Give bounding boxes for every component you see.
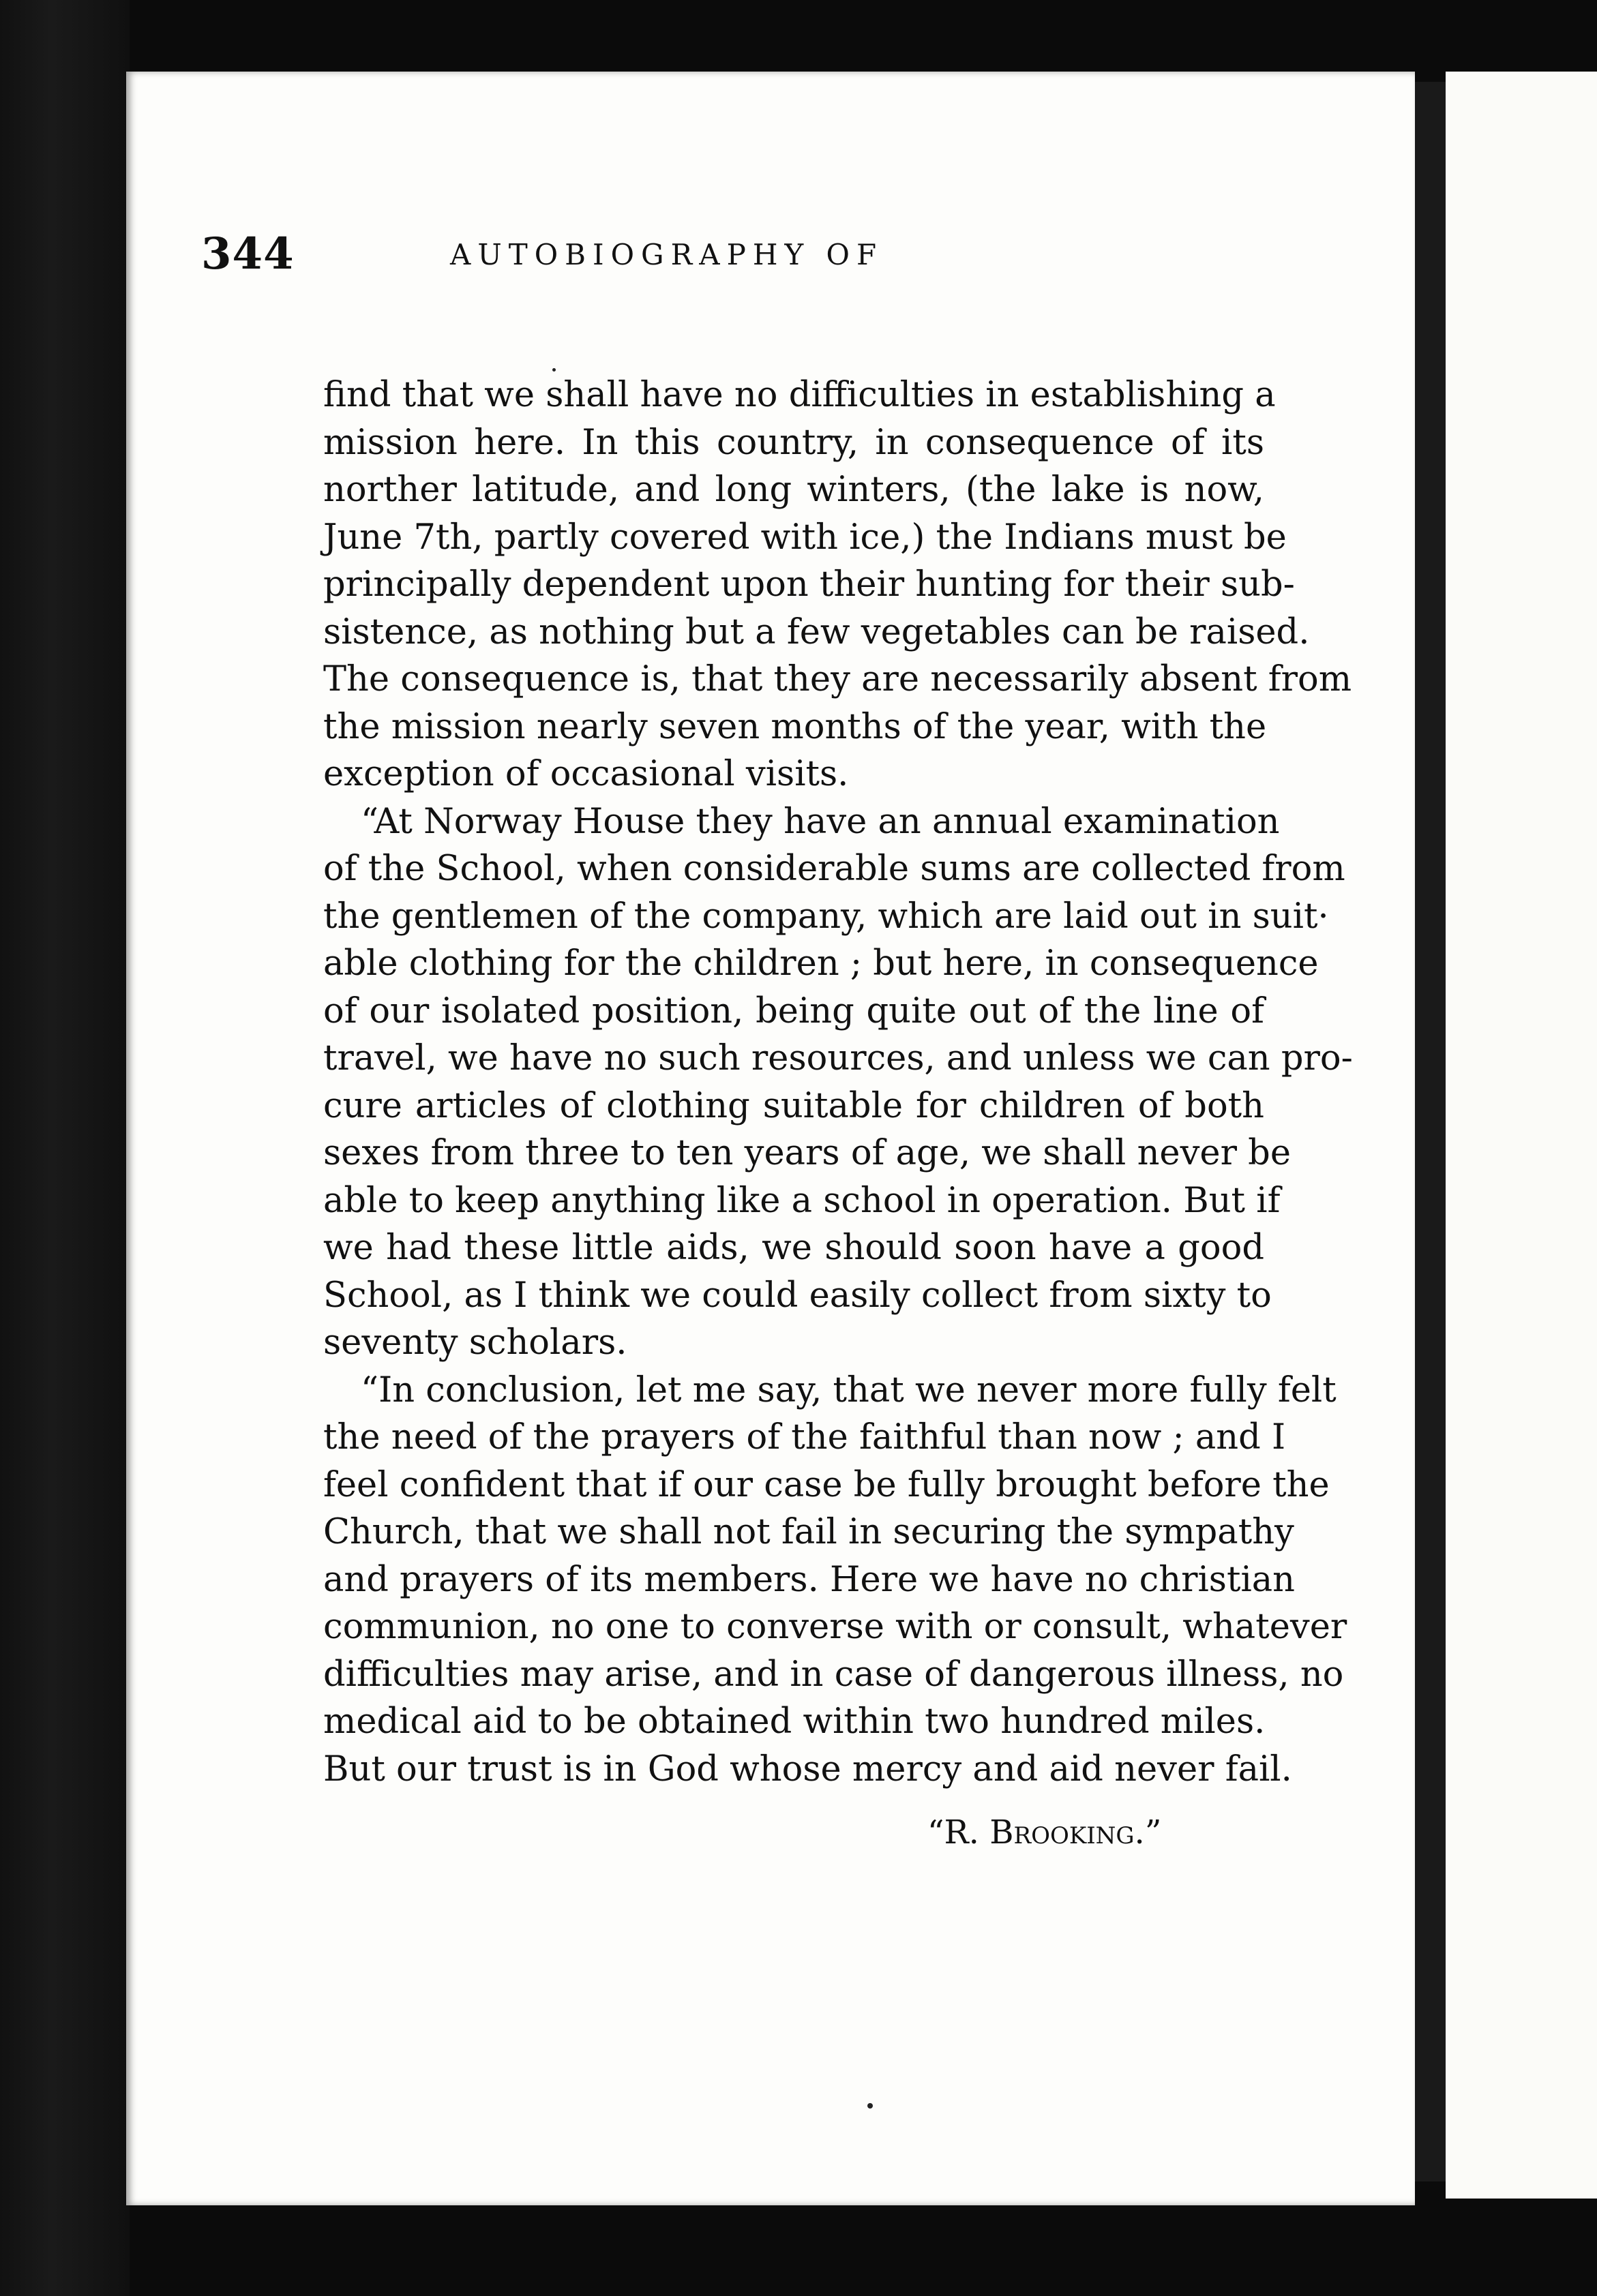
text-line: the need of the prayers of the faithful than now ; and I bbox=[323, 1417, 1286, 1457]
text-line: able to keep anything like a school in operation. But if bbox=[323, 1180, 1281, 1221]
text-line: The consequence is, that they are necessarily absent from bbox=[323, 659, 1352, 699]
text-line: communion, no one to converse with or consult, whatever bbox=[323, 1607, 1347, 1647]
text-line: able clothing for the children ; but here, in consequence bbox=[323, 943, 1319, 984]
text-line: the gentlemen of the company, which are laid out in suit· bbox=[323, 896, 1329, 937]
text-line: sexes from three to ten years of age, we shall never be bbox=[323, 1133, 1292, 1173]
text-line: School, as I think we could easily collect from sixty to bbox=[323, 1275, 1272, 1316]
text-line: “At Norway House they have an annual examination bbox=[361, 801, 1280, 842]
text-line: of the School, when considerable sums are collected from bbox=[323, 849, 1345, 889]
text-line: norther latitude, and long winters, (the lake is now, bbox=[323, 470, 1264, 510]
text-line: But our trust is in God whose mercy and aid never fail. bbox=[323, 1749, 1292, 1789]
text-line: of our isolated position, being quite out of the line of bbox=[323, 991, 1264, 1031]
page-number: 344 bbox=[201, 228, 295, 280]
book-binding-edge bbox=[0, 0, 130, 2296]
adjacent-page-edge bbox=[1446, 72, 1597, 2199]
text-line: sistence, as nothing but a few vegetables can be raised. bbox=[323, 611, 1310, 652]
text-line: travel, we have no such resources, and unless we can pro- bbox=[323, 1038, 1353, 1078]
running-title: AUTOBIOGRAPHY OF bbox=[450, 238, 884, 271]
text-line: the mission nearly seven months of the year, with the bbox=[323, 706, 1267, 747]
text-line: feel confident that if our case be fully brought before the bbox=[323, 1464, 1330, 1505]
text-line: cure articles of clothing suitable for children of both bbox=[323, 1085, 1264, 1126]
text-line: difficulties may arise, and in case of dangerous illness, no bbox=[323, 1654, 1344, 1695]
text-line: June 7th, partly covered with ice,) the Indians must be bbox=[323, 517, 1287, 558]
text-line: medical aid to be obtained within two hundred miles. bbox=[323, 1702, 1266, 1742]
page-gutter-shadow bbox=[1415, 82, 1446, 2181]
ink-speck bbox=[867, 2103, 873, 2109]
text-line: we had these little aids, we should soon have a good bbox=[323, 1228, 1264, 1268]
text-line: “In conclusion, let me say, that we never more fully felt bbox=[361, 1370, 1337, 1410]
body-text bbox=[323, 372, 1353, 1793]
text-line: exception of occasional visits. bbox=[323, 754, 849, 794]
ink-speck bbox=[552, 368, 556, 372]
letter-signature: “R. Brooking.” bbox=[927, 1813, 1162, 1852]
text-line: seventy scholars. bbox=[323, 1323, 627, 1363]
text-line: find that we shall have no difficulties in establishing a bbox=[323, 375, 1276, 415]
text-line: principally dependent upon their hunting for their sub- bbox=[323, 564, 1295, 605]
text-line: Church, that we shall not fail in securing the sympathy bbox=[323, 1512, 1294, 1552]
text-line: and prayers of its members. Here we have no christian bbox=[323, 1559, 1296, 1600]
page-header bbox=[201, 228, 1265, 290]
text-line: mission here. In this country, in consequence of its bbox=[323, 422, 1264, 463]
